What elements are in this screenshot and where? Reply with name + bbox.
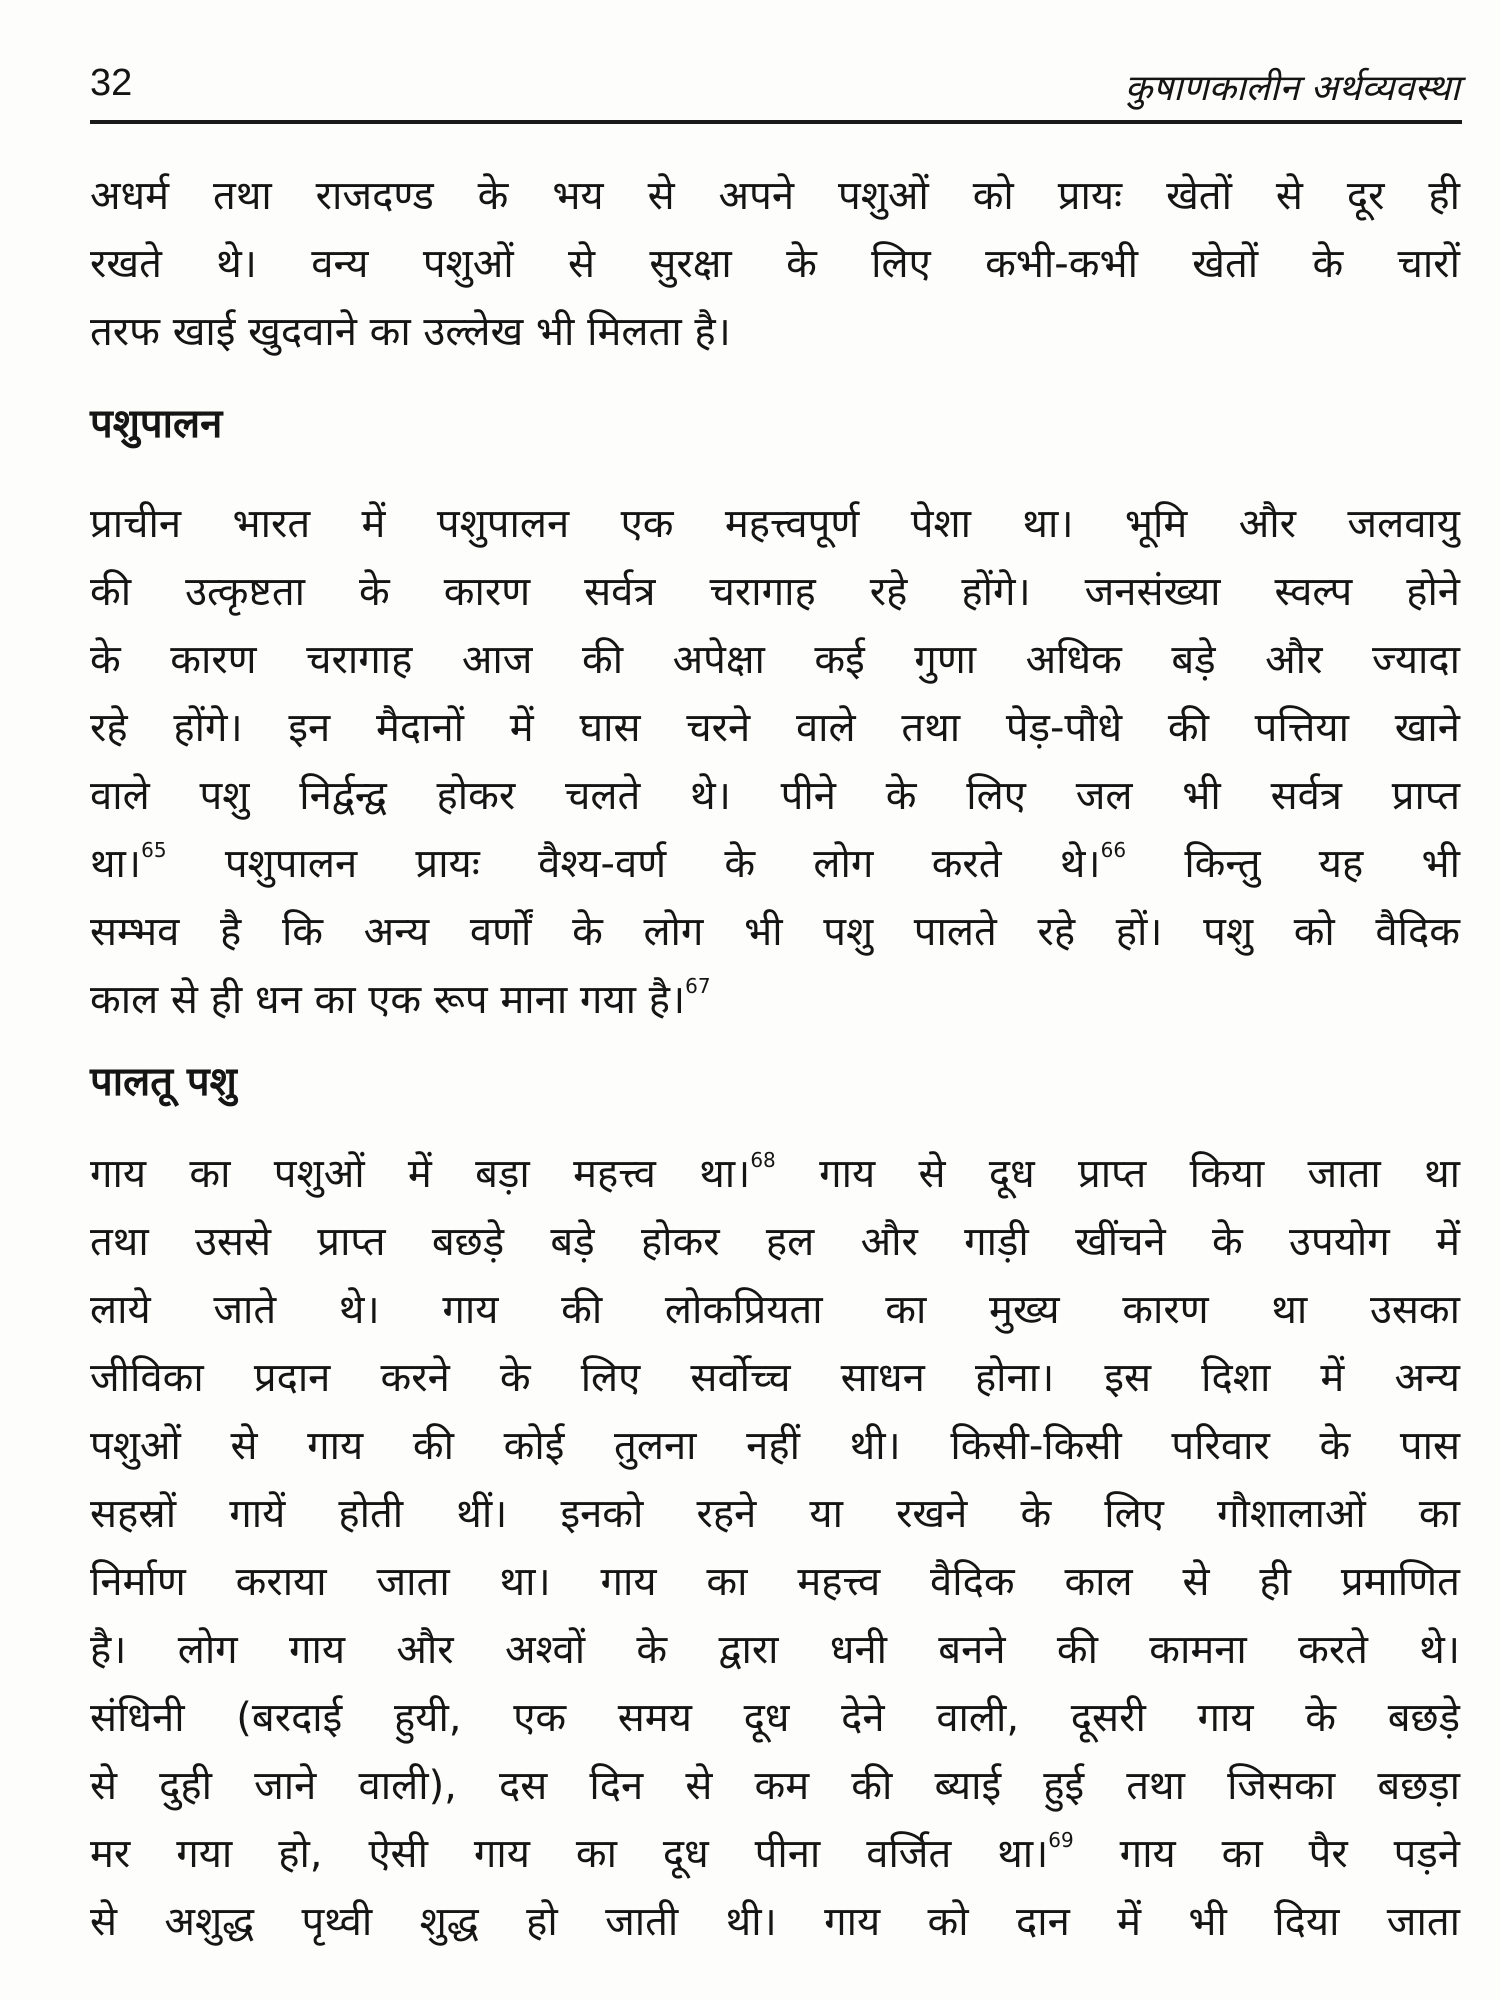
text-span: था। [90,841,142,887]
text-line [90,1752,1460,1820]
text-span: से अशुद्ध पृथ्वी शुद्ध हो जाती थी। गाय को दान में भी दिया जाता [90,1899,1460,1945]
text-line [90,626,1460,694]
paragraph-intro [90,162,1460,366]
text-span: सम्भव है कि अन्य वर्णों के लोग भी पशु पालते रहे हों। पशु को वैदिक [90,909,1460,955]
text-span: पशुओं से गाय की कोई तुलना नहीं थी। किसी-किसी परिवार के पास [90,1423,1460,1469]
text-span: रखते थे। वन्य पशुओं से सुरक्षा के लिए कभी-कभी खेतों के चारों [90,241,1460,287]
text-span: वाले पशु निर्द्वन्द्व होकर चलते थे। पीने के लिए जल भी सर्वत्र प्राप्त [90,773,1460,819]
paragraph-pashupalan [90,490,1460,1034]
text-span: गाय का पशुओं में बड़ा महत्त्व था। [90,1151,751,1197]
text-line [90,966,1460,1034]
section-heading-pashupalan: पशुपालन [90,401,223,447]
text-span: रहे होंगे। इन मैदानों में घास चरने वाले तथा पेड़-पौधे की पत्तिया खाने [90,705,1460,751]
text-span: तरफ खाई खुदवाने का उल्लेख भी मिलता है। [90,309,731,355]
text-span: तथा उससे प्राप्त बछड़े बड़े होकर हल और गाड़ी खींचने के उपयोग में [90,1219,1460,1265]
section-heading-paltu-pashu: पालतू पशु [90,1059,237,1105]
text-span: सहस्रों गायें होती थीं। इनको रहने या रखने के लिए गौशालाओं का [90,1491,1460,1537]
text-line [90,694,1460,762]
text-span: गाय का पैर पड़ने [1073,1831,1460,1877]
text-line [90,230,1460,298]
text-span: संधिनी (बरदाई हुयी, एक समय दूध देने वाली, दूसरी गाय के बछड़े [90,1695,1460,1741]
text-span: से दुही जाने वाली), दस दिन से कम की ब्याई हुई तथा जिसका बछड़ा [90,1763,1460,1809]
text-span: पशुपालन प्रायः वैश्य-वर्ण के लोग करते थे। [166,841,1101,887]
text-line [90,298,1460,366]
text-line [90,1548,1460,1616]
paragraph-paltu-pashu [90,1140,1460,1956]
text-span: प्राचीन भारत में पशुपालन एक महत्त्वपूर्ण पेशा था। भूमि और जलवायु [90,501,1460,547]
text-line [90,558,1460,626]
text-line [90,162,1460,230]
text-line [90,1140,1460,1208]
text-line [90,1820,1460,1888]
text-line [90,1616,1460,1684]
text-span: मर गया हो, ऐसी गाय का दूध पीना वर्जित था। [90,1831,1049,1877]
text-span: है। लोग गाय और अश्वों के द्वारा धनी बनने की कामना करते थे। [90,1627,1460,1673]
text-span: काल से ही धन का एक रूप माना गया है। [90,977,686,1023]
text-span: गाय से दूध प्राप्त किया जाता था [775,1151,1460,1197]
text-line [90,762,1460,830]
text-line [90,490,1460,558]
header-rule [90,120,1462,124]
footnote-ref: 65 [141,838,167,862]
text-line [90,1888,1460,1956]
text-span: निर्माण कराया जाता था। गाय का महत्त्व वैदिक काल से ही प्रमाणित [90,1559,1460,1605]
text-span: के कारण चरागाह आज की अपेक्षा कई गुणा अधिक बड़े और ज्यादा [90,637,1460,683]
text-line [90,898,1460,966]
footnote-ref: 68 [750,1148,776,1172]
page-header [90,62,1460,112]
text-line [90,1344,1460,1412]
text-line [90,1208,1460,1276]
text-span: लाये जाते थे। गाय की लोकप्रियता का मुख्य कारण था उसका [90,1287,1460,1333]
text-line [90,1412,1460,1480]
footnote-ref: 67 [685,974,711,998]
footnote-ref: 69 [1048,1828,1074,1852]
text-line [90,1276,1460,1344]
text-line [90,1480,1460,1548]
footnote-ref: 66 [1100,838,1127,862]
text-line [90,1684,1460,1752]
text-span: की उत्कृष्टता के कारण सर्वत्र चरागाह रहे होंगे। जनसंख्या स्वल्प होने [90,569,1460,615]
text-span: अधर्म तथा राजदण्ड के भय से अपने पशुओं को प्रायः खेतों से दूर ही [90,173,1460,219]
text-span: किन्तु यह भी [1126,841,1461,887]
running-title: कुषाणकालीन अर्थव्यवस्था [1124,68,1460,109]
text-line [90,830,1460,898]
page-number: 32 [90,62,133,104]
text-span: जीविका प्रदान करने के लिए सर्वोच्च साधन होना। इस दिशा में अन्य [90,1355,1460,1401]
